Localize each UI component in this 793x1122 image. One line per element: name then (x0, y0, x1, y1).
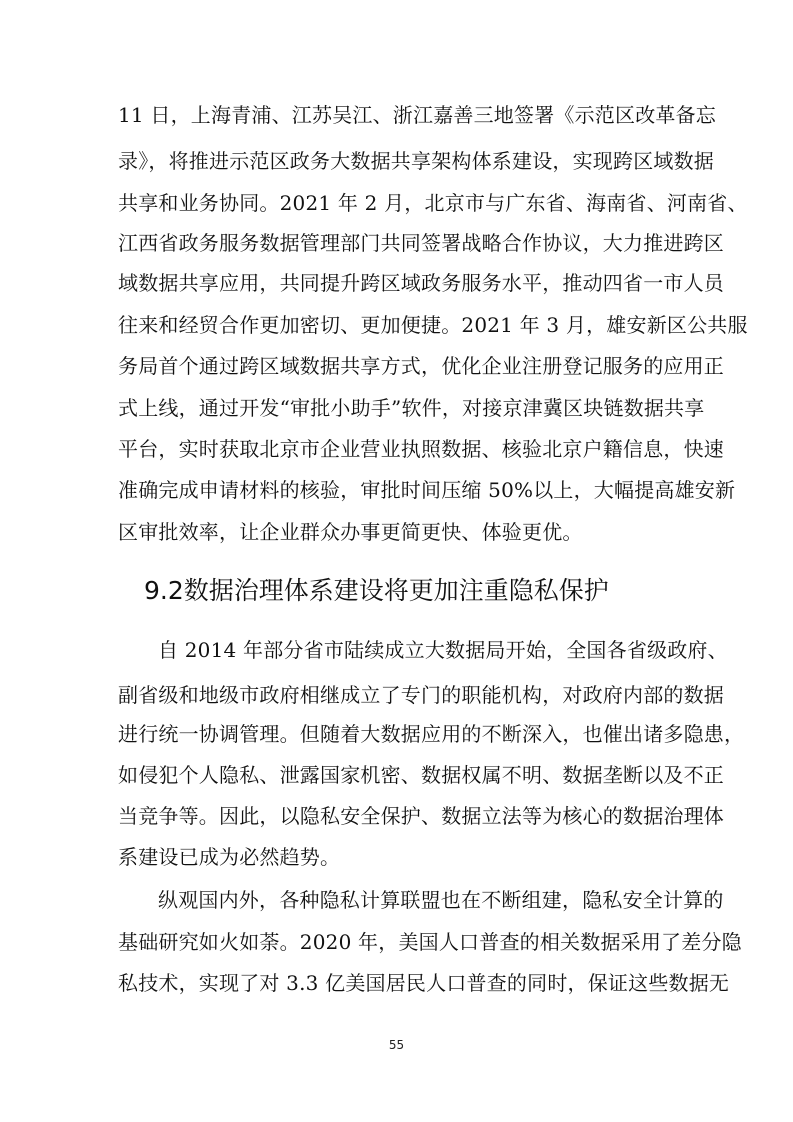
paragraph-line: 准确完成申请材料的核验，审批时间压缩 50%以上，大幅提高雄安新 (118, 478, 736, 502)
section-heading: 9.2数据治理体系建设将更加注重隐私保护 (144, 576, 609, 605)
paragraph-line: 11 日，上海青浦、江苏吴江、浙江嘉善三地签署《示范区改革备忘 (118, 103, 717, 127)
paragraph-line: 当竞争等。因此，以隐私安全保护、数据立法等为核心的数据治理体 (118, 804, 724, 828)
paragraph-line: 域数据共享应用，共同提升跨区域政务服务水平，推动四省一市人员 (118, 271, 724, 295)
paragraph-line: 录》，将推进示范区政务大数据共享架构体系建设，实现跨区域数据 (118, 149, 714, 173)
paragraph-line: 进行统一协调管理。但随着大数据应用的不断深入，也催出诸多隐患， (118, 722, 745, 746)
paragraph-line: 纵观国内外，各种隐私计算联盟也在不断组建，隐私安全计算的 (158, 888, 724, 912)
paragraph-line: 如侵犯个人隐私、泄露国家机密、数据权属不明、数据垄断以及不正 (118, 763, 724, 787)
paragraph-line: 副省级和地级市政府相继成立了专门的职能机构，对政府内部的数据 (118, 683, 724, 707)
paragraph-line: 区审批效率，让企业群众办事更简更快、体验更优。 (118, 520, 583, 544)
paragraph-line: 自 2014 年部分省市陆续成立大数据局开始，全国各省级政府、 (158, 638, 728, 662)
paragraph-line: 务局首个通过跨区域数据共享方式，优化企业注册登记服务的应用正 (118, 354, 724, 378)
paragraph-line: 系建设已成为必然趋势。 (118, 845, 341, 869)
paragraph-line: 江西省政务服务数据管理部门共同签署战略合作协议，大力推进跨区 (118, 231, 724, 255)
paragraph-line: 基础研究如火如荼。2020 年，美国人口普查的相关数据采用了差分隐 (118, 930, 742, 954)
paragraph-line: 往来和经贸合作更加密切、更加便捷。2021 年 3 月，雄安新区公共服 (118, 313, 748, 337)
paragraph-line: 私技术，实现了对 3.3 亿美国居民人口普查的同时，保证这些数据无 (118, 971, 730, 995)
paragraph-line: 式上线，通过开发“审批小助手”软件，对接京津冀区块链数据共享 (118, 396, 705, 420)
paragraph-line: 平台，实时获取北京市企业营业执照数据、核验北京户籍信息，快速 (118, 437, 724, 461)
page-number: 55 (388, 1038, 405, 1052)
paragraph-line: 共享和业务协同。2021 年 2 月，北京市与广东省、海南省、河南省、 (118, 191, 748, 215)
